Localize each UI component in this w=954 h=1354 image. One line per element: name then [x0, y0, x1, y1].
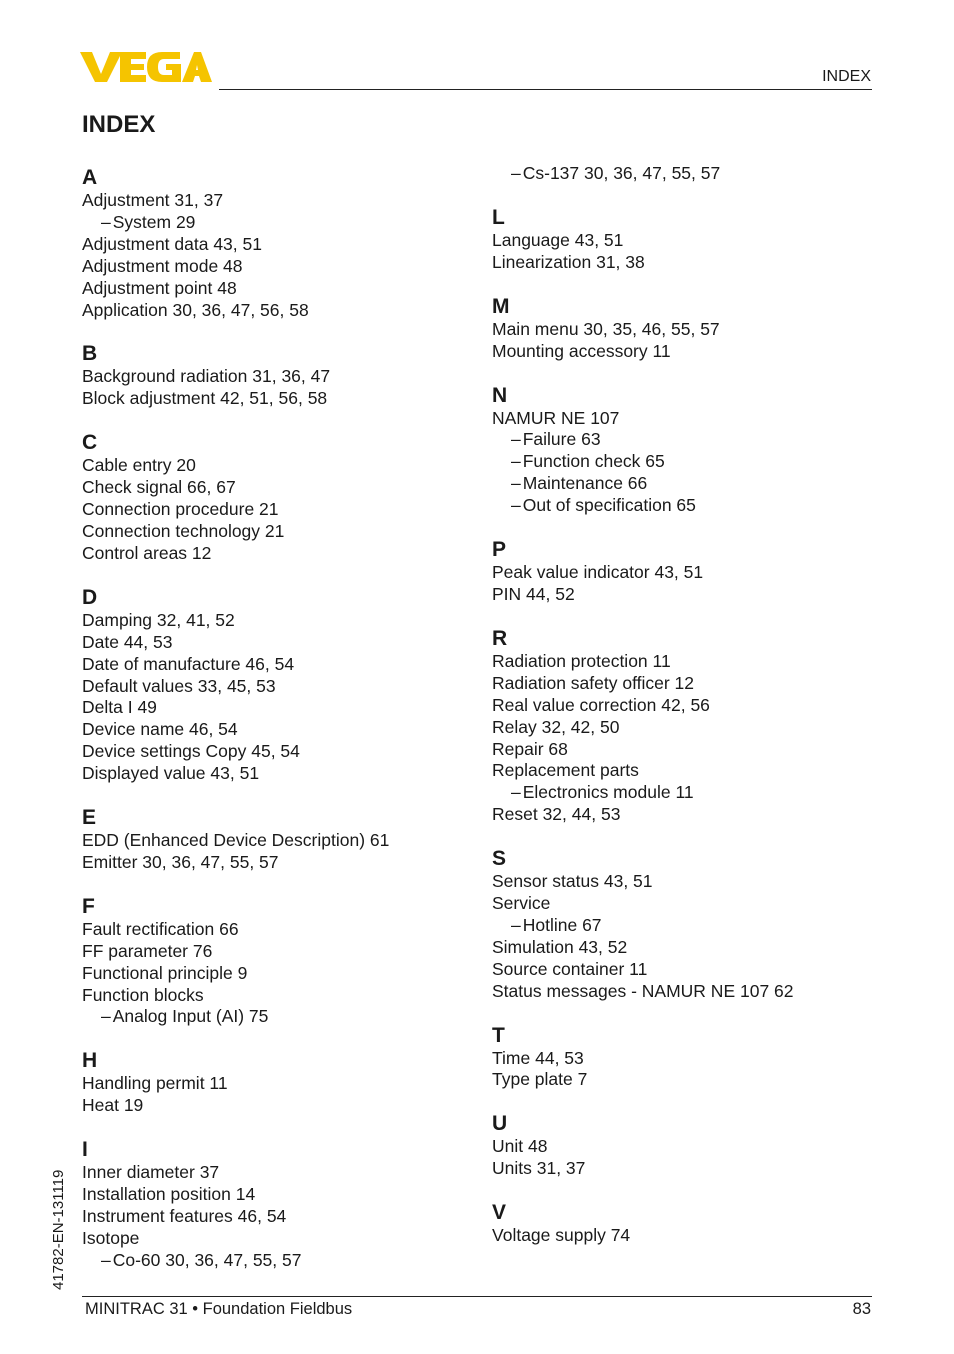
- index-section-v: [492, 1201, 892, 1247]
- index-section-u: [492, 1112, 892, 1180]
- index-entry: Instrument features 46, 54: [82, 1206, 287, 1226]
- index-subentry: – Maintenance 66: [492, 473, 892, 495]
- index-entry: Sensor status 43, 51: [492, 871, 653, 892]
- index-column-right: [492, 163, 892, 1268]
- index-letter-heading: C: [82, 431, 98, 455]
- index-entry: Date of manufacture 46, 54: [82, 653, 295, 674]
- index-entry: Heat 19: [82, 1095, 144, 1116]
- index-entry: Control areas 12: [82, 542, 212, 563]
- index-entry: Handling permit 11: [82, 1073, 228, 1094]
- index-entry: Service: [492, 893, 551, 914]
- index-entry: Peak value indicator 43, 51: [492, 562, 704, 583]
- index-letter-heading: M: [492, 294, 510, 318]
- index-entry: Delta I 49: [82, 697, 157, 718]
- index-entry: Connection procedure 21: [82, 499, 279, 520]
- index-section-m: [492, 295, 892, 363]
- index-section-d: [82, 586, 482, 785]
- index-letter-heading: N: [492, 383, 508, 407]
- index-entry: Functional principle 9: [82, 962, 248, 983]
- index-section-r: [492, 627, 892, 826]
- index-entry: FF parameter 76: [82, 940, 213, 961]
- index-entry: Block adjustment 42, 51, 56, 58: [82, 388, 328, 409]
- index-entry: Inner diameter 37: [82, 1162, 220, 1183]
- index-entry: Units 31, 37: [492, 1158, 586, 1179]
- index-entry: NAMUR NE 107: [492, 407, 620, 428]
- index-letter-heading: A: [82, 166, 98, 189]
- header-divider: [219, 89, 872, 90]
- index-entry: Unit 48: [492, 1136, 548, 1157]
- index-entry: Fault rectification 66: [82, 918, 239, 939]
- index-section-c: [82, 431, 482, 565]
- index-letter-heading: I: [82, 1138, 88, 1162]
- index-entry: Connection technology 21: [82, 520, 285, 541]
- index-entry: Status messages - NAMUR NE 107 62: [492, 980, 794, 1001]
- index-entry: Adjustment mode 48: [82, 255, 243, 276]
- index-section-b: [82, 342, 482, 410]
- index-entry: Adjustment data 43, 51: [82, 233, 262, 254]
- page-title: INDEX: [82, 111, 156, 138]
- index-section-f: [82, 895, 482, 1029]
- index-subentry: – Function check 65: [492, 451, 892, 473]
- index-entry: Adjustment 31, 37: [82, 190, 224, 210]
- footer-divider: [82, 1296, 872, 1297]
- index-entry: Language 43, 51: [492, 229, 624, 250]
- index-entry: Default values 33, 45, 53: [82, 675, 276, 696]
- index-letter-heading: F: [82, 894, 95, 918]
- index-entry: Linearization 31, 38: [492, 251, 645, 272]
- index-entry: Device settings Copy 45, 54: [82, 741, 300, 762]
- index-entry: Relay 32, 42, 50: [492, 716, 620, 737]
- index-entry: Main menu 30, 35, 46, 55, 57: [492, 318, 720, 339]
- index-column-left: [82, 163, 482, 1293]
- index-letter-heading: R: [492, 626, 508, 650]
- index-entry: Function blocks: [82, 984, 204, 1005]
- index-continuation: [492, 163, 892, 185]
- index-entry: Repair 68: [492, 738, 568, 759]
- document-code: 41782-EN-131119: [50, 1169, 67, 1290]
- index-letter-heading: B: [82, 342, 98, 366]
- index-entry: Time 44, 53: [492, 1047, 584, 1068]
- index-entry: Isotope: [82, 1227, 140, 1248]
- index-subentry: – Electronics module 11: [492, 782, 892, 804]
- index-entry: Application 30, 36, 47, 56, 58: [82, 299, 309, 320]
- index-entry: PIN 44, 52: [492, 583, 575, 604]
- index-section-l: [492, 206, 892, 274]
- index-entry: Real value correction 42, 56: [492, 694, 710, 715]
- index-letter-heading: U: [492, 1112, 508, 1136]
- index-letter-heading: S: [492, 847, 507, 871]
- footer-document-title: MINITRAC 31 • Foundation Fieldbus: [85, 1300, 353, 1318]
- index-letter-heading: P: [492, 538, 507, 562]
- page-number: 83: [852, 1300, 871, 1318]
- index-entry: Reset 32, 44, 53: [492, 804, 621, 825]
- index-entry: Type plate 7: [492, 1069, 588, 1090]
- index-section-i: [82, 1138, 482, 1272]
- index-entry: Simulation 43, 52: [492, 936, 628, 957]
- index-section-s: [492, 847, 892, 1002]
- index-section-p: [492, 538, 892, 606]
- index-letter-heading: D: [82, 585, 98, 609]
- index-subentry: – Cs-137 30, 36, 47, 55, 57: [492, 163, 892, 185]
- index-letter-heading: E: [82, 806, 97, 830]
- index-section-h: [82, 1049, 482, 1117]
- index-letter-heading: H: [82, 1049, 98, 1073]
- index-entry: Voltage supply 74: [492, 1225, 631, 1246]
- index-letter-heading: V: [492, 1201, 507, 1225]
- index-entry: Background radiation 31, 36, 47: [82, 366, 331, 387]
- index-subentry: – Analog Input (AI) 75: [82, 1006, 482, 1028]
- vega-logo: [80, 50, 212, 84]
- index-entry: Device name 46, 54: [82, 719, 238, 740]
- index-subentry: – Hotline 67: [492, 915, 892, 937]
- index-entry: Cable entry 20: [82, 455, 196, 476]
- index-subentry: – Failure 63: [492, 429, 892, 451]
- index-letter-heading: T: [492, 1023, 505, 1047]
- index-entry: EDD (Enhanced Device Description) 61: [82, 830, 390, 851]
- index-letter-heading: L: [492, 205, 505, 229]
- index-entry: Replacement parts: [492, 760, 639, 781]
- index-entry: Displayed value 43, 51: [82, 763, 260, 784]
- index-subentry: – System 29: [82, 212, 482, 234]
- index-entry: Radiation safety officer 12: [492, 672, 695, 693]
- index-entry: Adjustment point 48: [82, 277, 237, 298]
- index-subentry: – Out of specification 65: [492, 495, 892, 517]
- header-section-label: INDEX: [822, 68, 871, 85]
- index-entry: Mounting accessory 11: [492, 340, 671, 361]
- index-section-n: [492, 384, 892, 518]
- index-entry: Damping 32, 41, 52: [82, 609, 235, 630]
- index-section-e: [82, 806, 482, 874]
- index-entry: Source container 11: [492, 958, 648, 979]
- index-entry: Date 44, 53: [82, 631, 173, 652]
- index-section-t: [492, 1024, 892, 1092]
- index-section-a: [82, 166, 482, 321]
- index-entry: Installation position 14: [82, 1184, 256, 1205]
- index-entry: Radiation protection 11: [492, 650, 671, 671]
- index-subentry: – Co-60 30, 36, 47, 55, 57: [82, 1250, 482, 1272]
- index-entry: Emitter 30, 36, 47, 55, 57: [82, 851, 279, 872]
- index-entry: Check signal 66, 67: [82, 477, 236, 498]
